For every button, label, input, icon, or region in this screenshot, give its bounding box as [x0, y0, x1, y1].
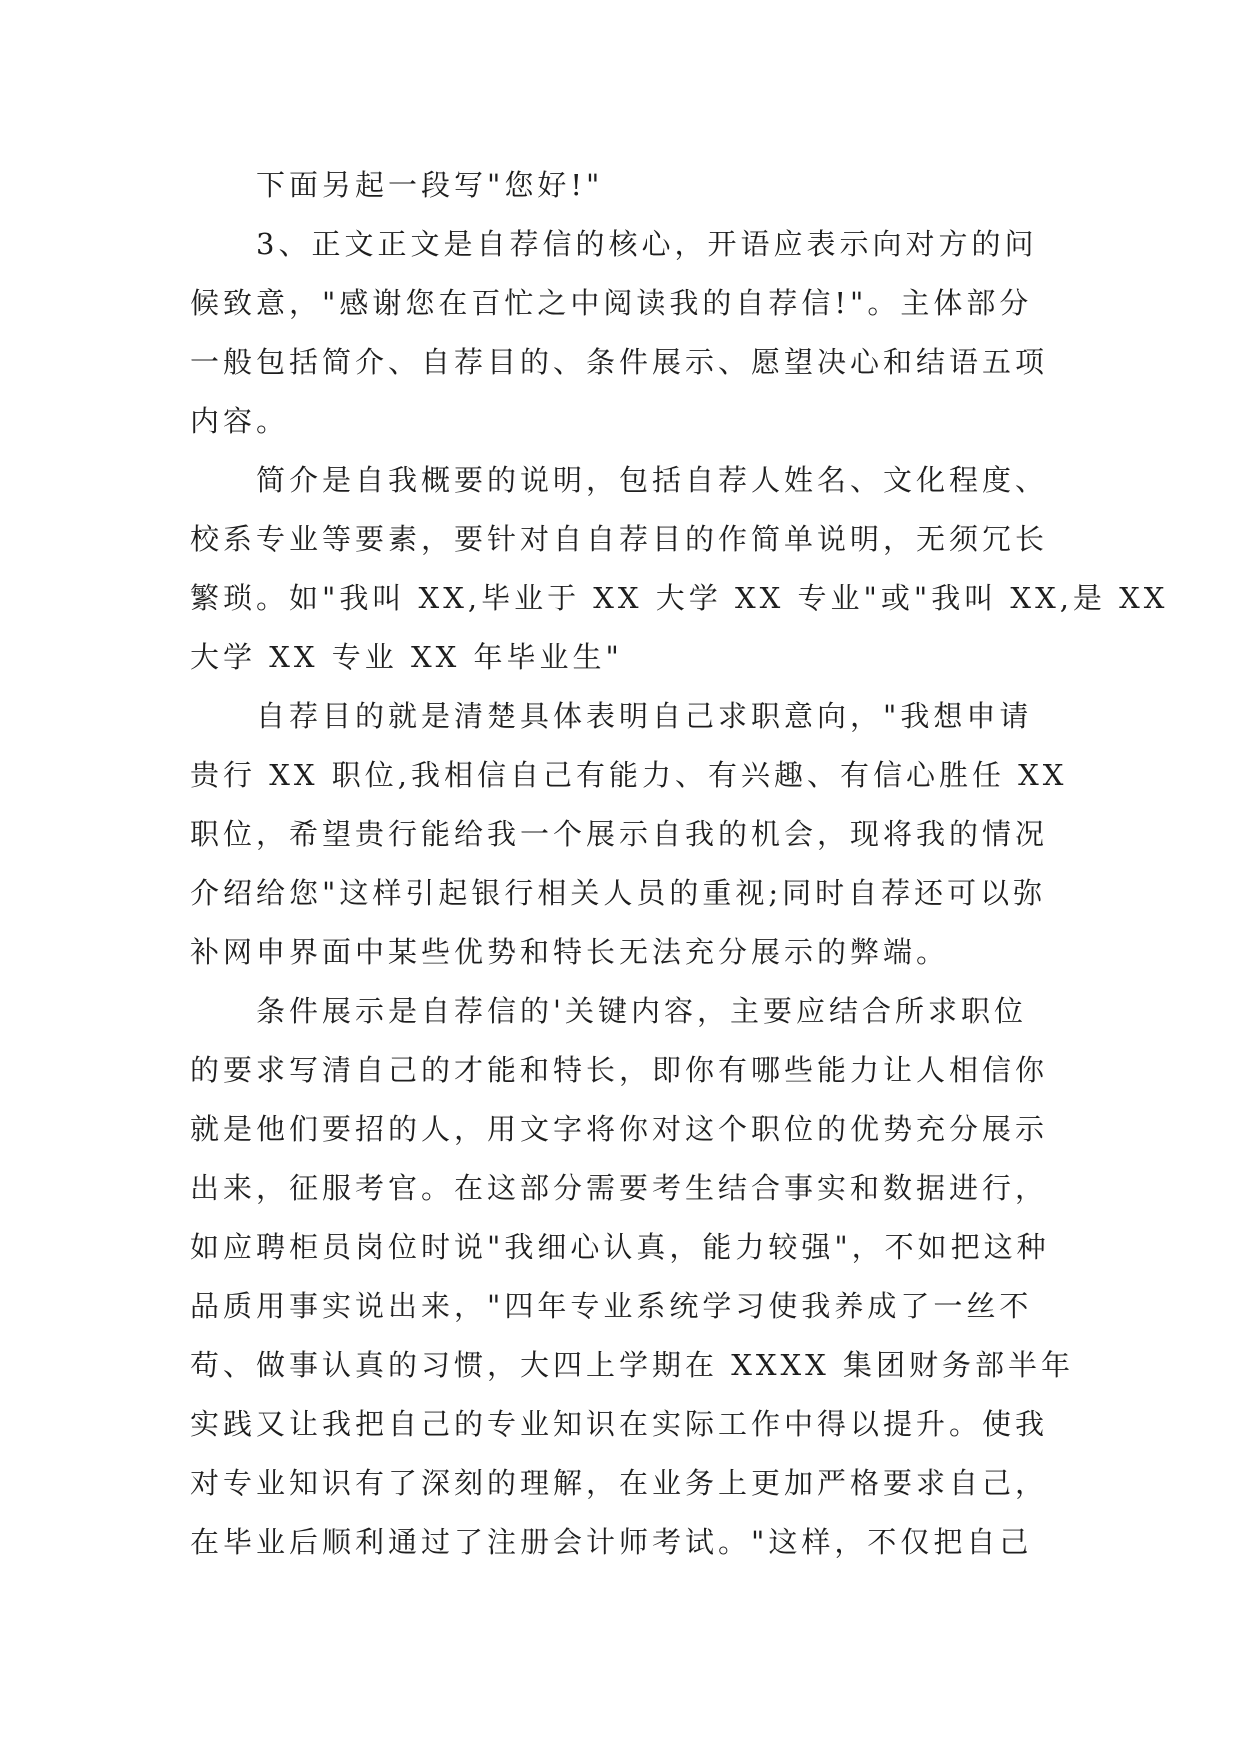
text-line: 一般包括简介、自荐目的、条件展示、愿望决心和结语五项: [190, 345, 1049, 379]
text-line: 如应聘柜员岗位时说"我细心认真，能力较强"，不如把这种: [190, 1230, 1050, 1264]
text-line: 3、正文正文是自荐信的核心，开语应表示向对方的问: [256, 227, 1038, 261]
text-line: 就是他们要招的人，用文字将你对这个职位的优势充分展示: [190, 1112, 1049, 1146]
text-line: 贵行 XX 职位,我相信自己有能力、有兴趣、有信心胜任 XX: [190, 758, 1068, 792]
text-line: 苟、做事认真的习惯，大四上学期在 XXXX 集团财务部半年: [190, 1348, 1075, 1382]
text-line: 校系专业等要素，要针对自自荐目的作简单说明，无须冗长: [190, 522, 1049, 556]
text-line: 条件展示是自荐信的'关键内容，主要应结合所求职位: [256, 994, 1027, 1028]
text-line: 下面另起一段写"您好!": [256, 168, 604, 202]
text-line: 的要求写清自己的才能和特长，即你有哪些能力让人相信你: [190, 1053, 1049, 1087]
text-line: 介绍给您"这样引起银行相关人员的重视;同时自荐还可以弥: [190, 876, 1047, 910]
text-line: 职位，希望贵行能给我一个展示自我的机会，现将我的情况: [190, 817, 1049, 851]
document-body: [190, 156, 1169, 1572]
text-line: 候致意，"感谢您在百忙之中阅读我的自荐信!"。主体部分: [190, 286, 1033, 320]
text-line: 内容。: [190, 404, 290, 438]
text-line: 繁琐。如"我叫 XX,毕业于 XX 大学 XX 专业"或"我叫 XX,是 XX: [190, 581, 1169, 615]
text-line: 品质用事实说出来，"四年专业系统学习使我养成了一丝不: [190, 1289, 1033, 1323]
text-line: 自荐目的就是清楚具体表明自己求职意向，"我想申请: [256, 699, 1033, 733]
text-line: 补网申界面中某些优势和特长无法充分展示的弊端。: [190, 935, 950, 969]
text-line: 对专业知识有了深刻的理解，在业务上更加严格要求自己，: [190, 1466, 1049, 1500]
text-line: 大学 XX 专业 XX 年毕业生": [190, 640, 623, 674]
text-line: 实践又让我把自己的专业知识在实际工作中得以提升。使我: [190, 1407, 1049, 1441]
text-line: 出来，征服考官。在这部分需要考生结合事实和数据进行，: [190, 1171, 1049, 1205]
text-line: 在毕业后顺利通过了注册会计师考试。"这样，不仅把自己: [190, 1525, 1033, 1559]
text-line: 简介是自我概要的说明，包括自荐人姓名、文化程度、: [256, 463, 1049, 497]
